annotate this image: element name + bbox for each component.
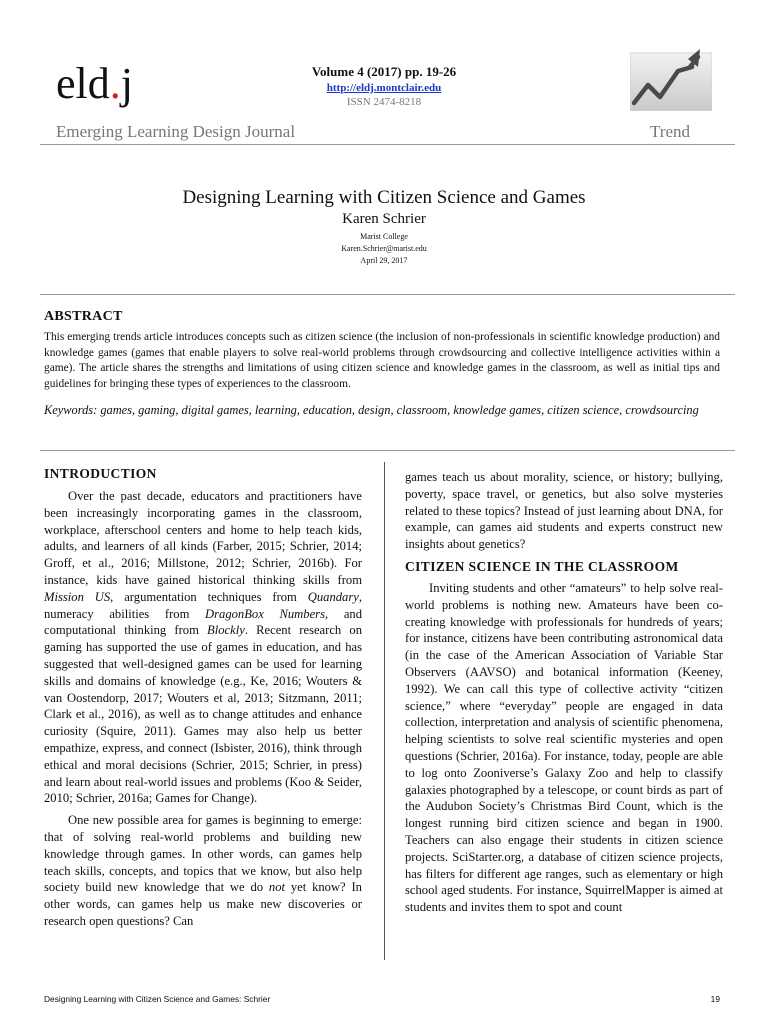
right-column bbox=[405, 469, 723, 916]
intro-heading: INTRODUCTION bbox=[44, 466, 157, 481]
intro-p1-text-a: Over the past decade, educators and practitioners have been increasingly incorporating games in the classroom, workplace, afterschool centers and home to help teach kids, adults, and learners of all kinds (Farber, 2015; Schrier, 2014; Groff, et al., 2016; Millstone, 2012; Schrier, 2016b). For instance, kids have gained historical thinking skills from bbox=[44, 489, 362, 587]
logo-dot: . bbox=[109, 59, 121, 108]
citizen-science-paragraph: Inviting students and other “amateurs” to help solve real-world problems is nothing new. Amateurs have been co-creating knowledge with professionals for hundreds of years; for instance, citizens have been contributing astronomical data (in the case of the American Association of Variable Star Observers (AAVSO) and botanical information (Keeney, 1992). We can call this type of collective activity “citizen science,” where “everyday” people are engaged in data collection, interpretation and analysis of scientific phenomena, helping scientists to solve real scientific mysteries and open questions (Schrier, 2016a). For instance, today, people are able to log onto Zooniverse’s Galaxy Zoo and help to classify galaxies photographed by a telescope, or count birds as part of the Audubon Society’s Christmas Bird Count, which is the longest running bird citizen science and began in 1900. Teachers can also engage their students in citizen science projects. SciStarter.org, a database of citizen science projects, has filters for different age ranges, such as elementary or high school aged students. For instance, SquirrelMapper is aimed at students and invites them to spot and count bbox=[405, 580, 723, 915]
header-divider bbox=[40, 144, 735, 145]
article-author: Karen Schrier bbox=[342, 211, 426, 227]
article-date: April 29, 2017 bbox=[360, 256, 408, 265]
column-divider bbox=[384, 462, 385, 960]
intro-p2-emphasis: not bbox=[268, 880, 285, 895]
logo-tail: j bbox=[120, 59, 133, 108]
author-affiliation: Marist College bbox=[360, 232, 408, 241]
journal-url-link[interactable]: http://eldj.montclair.edu bbox=[326, 82, 442, 94]
intro-paragraph-2 bbox=[44, 812, 362, 930]
journal-name: Emerging Learning Design Journal bbox=[56, 122, 296, 141]
intro-paragraph-1 bbox=[44, 488, 362, 807]
intro-p1-text-c: , numeracy abilities from bbox=[44, 589, 362, 621]
intro-p2-text-a: One new possible area for games is beginning to emerge: that of solving real-world problems and building new knowledge through games. In other words, can games help teach skills, concepts, and topics that we know, but also help society build new knowledge that we do bbox=[44, 813, 362, 895]
intro-p1-game-blockly: Blockly bbox=[207, 623, 245, 638]
intro-p1-game-dragonbox: DragonBox Numbers bbox=[205, 606, 325, 621]
footer-running-title: Designing Learning with Citizen Science and Games: Schrier bbox=[44, 994, 271, 1004]
section-label: Trend bbox=[650, 122, 690, 141]
abstract-heading: ABSTRACT bbox=[44, 309, 123, 324]
intro-p2-text-b: yet know? In other words, can games help us make new discoveries or research open questions? Can bbox=[44, 880, 362, 928]
abstract-paragraph: This emerging trends article introduces concepts such as citizen science (the inclusion of non-professionals in scientific knowledge production) and knowledge games (games that enable players to solve real-world problems through crowdsourcing and collective intelligence activities within a game). The article shares the strengths and limitations of using citizen science and knowledge games in the classroom, as well as initial tips and guidelines for bringing these types of experiences to the classroom. bbox=[44, 331, 720, 390]
intro-continuation: games teach us about morality, science, or history; bullying, poverty, space travel, or genetics, but also solve mysteries related to these topics? Instead of just learning about DNA, for example, can games aid students and experts construct new insights about genetics? bbox=[405, 470, 723, 552]
article-title: Designing Learning with Citizen Science and Games bbox=[182, 187, 586, 208]
intro-p1-game-mission-us: Mission US bbox=[44, 589, 111, 604]
intro-p1-text-e: . Recent research on gaming has supported the use of games in education, and has suggested that well-designed games can be used for learning skills and domains of knowledge (e.g., Ke, 2016; Wouters & van Oostendorp, 2017; Wouters et al, 2013; Sitzmann, 2011; Clark et al., 2016), as well as to change attitudes and enhance curiosity (Squire, 2011). Games may also help us better empathize, express, and connect (Isbister, 2016), think through ethical and moral decisions (Schrier, 2015; Schrier, in press) and learn about real-world issues and problems (Koo & Seider, 2010; Schrier, 2016a; Games for Change). bbox=[44, 623, 362, 806]
issn: ISSN 2474-8218 bbox=[346, 96, 422, 108]
intro-p1-text-d: , and computational thinking from bbox=[44, 606, 362, 638]
citizen-science-heading: CITIZEN SCIENCE IN THE CLASSROOM bbox=[405, 558, 679, 574]
author-email: Karen.Schrier@marist.edu bbox=[341, 244, 427, 253]
intro-p1-game-quandary: Quandary bbox=[307, 589, 359, 604]
abstract-text bbox=[44, 330, 720, 392]
logo-main: eld bbox=[56, 59, 110, 108]
abstract-divider bbox=[40, 450, 735, 451]
left-column bbox=[44, 466, 362, 930]
title-divider bbox=[40, 294, 735, 295]
page-number: 19 bbox=[710, 994, 720, 1004]
keywords: Keywords: games, gaming, digital games, learning, education, design, classroom, knowledge games, citizen science, crowdsourcing bbox=[44, 403, 699, 417]
intro-p1-text-b: , argumentation techniques from bbox=[110, 589, 308, 604]
trend-arrow-icon bbox=[630, 45, 712, 111]
volume-info: Volume 4 (2017) pp. 19-26 bbox=[311, 64, 457, 79]
